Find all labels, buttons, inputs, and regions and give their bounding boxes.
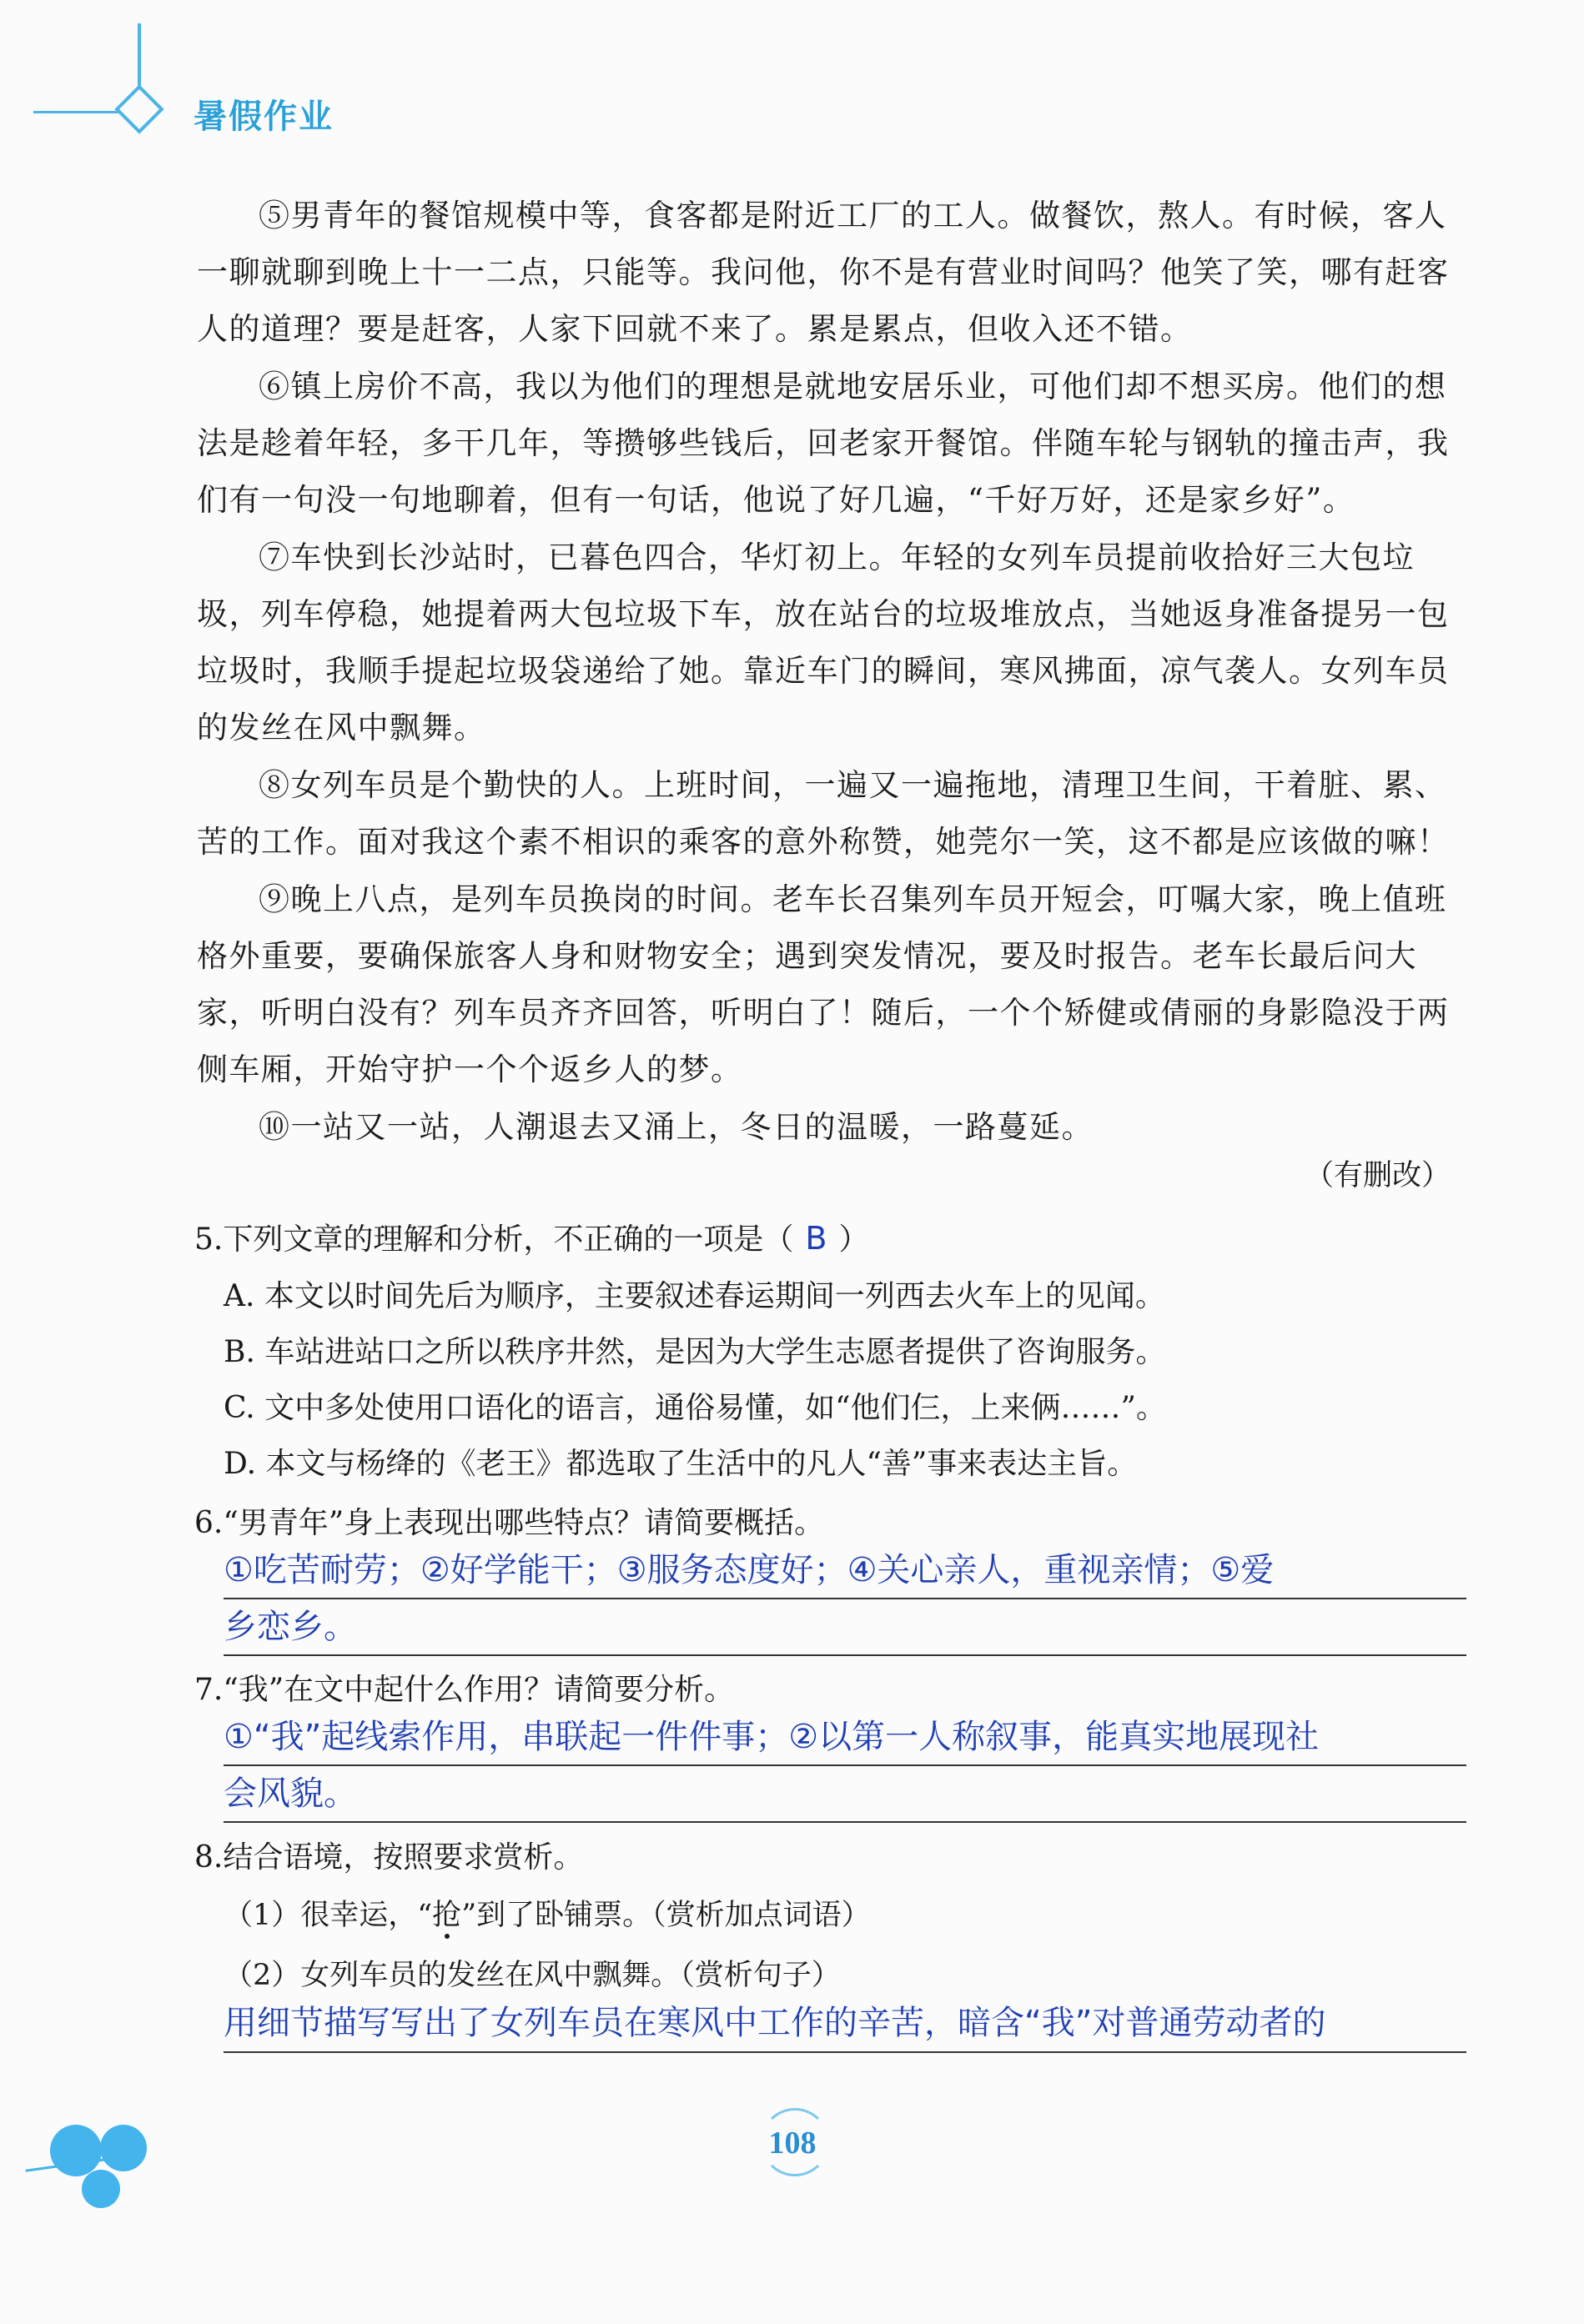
q5-stem-before: 5.下列文章的理解和分析，不正确的一项是（ bbox=[194, 1222, 794, 1257]
q5-stem-after: ） bbox=[838, 1222, 869, 1257]
passage-paragraph-9: ⑨晚上八点，是列车员换岗的时间。老车长召集列车员开短会，叮嘱大家，晚上值班格外重要，要确保旅客人身和财物安全；遇到突发情况，要及时报告。老车长最后问大家，听明白没有？列车员齐齐回答，听明白了！随后，一个个矫健或倩丽的身影隐没于两侧车厢，开始守护一个个返乡人的梦。 bbox=[197, 881, 1450, 1087]
q5-option-a: A. 本文以时间先后为顺序，主要叙述春运期间一列西去火车上的见闻。 bbox=[224, 1279, 1165, 1313]
q5-option-d: D. 本文与杨绛的《老王》都选取了生活中的凡人“善”事来表达主旨。 bbox=[224, 1447, 1138, 1481]
passage-paragraph-8: ⑧女列车员是个勤快的人。上班时间，一遍又一遍拖地，清理卫生间，干着脏、累、苦的工作。面对我这个素不相识的乘客的意外称赞，她莞尔一笑，这不都是应该做的嘛！ bbox=[197, 767, 1450, 860]
page-header-title: 暑假作业 bbox=[194, 98, 334, 136]
q8-sub-1-after: ”到了卧铺票。（赏析加点词语） bbox=[461, 1899, 871, 1932]
header-horizontal-line bbox=[33, 111, 118, 113]
bubble-icon bbox=[100, 2125, 147, 2171]
q5-answer: B bbox=[805, 1220, 827, 1257]
question-8-stem: 8.结合语境，按照要求赏析。 bbox=[194, 1840, 584, 1875]
q8-sub-1-before: （1）很幸运，“ bbox=[224, 1899, 433, 1932]
passage-paragraph-7: ⑦车快到长沙站时，已暮色四合，华灯初上。年轻的女列车员提前收拾好三大包垃圾，列车停稳，她提着两大包垃圾下车，放在站台的垃圾堆放点，当她返身准备提另一包垃圾时，我顺手提起垃圾袋递给了她。靠近车门的瞬间，寒风拂面，凉气袭人。女列车员的发丝在风中飘舞。 bbox=[197, 540, 1450, 745]
source-note: （有删改） bbox=[1304, 1159, 1451, 1192]
bubble-icon bbox=[50, 2125, 102, 2176]
question-6-stem: 6.“男青年”身上表现出哪些特点？请简要概括。 bbox=[194, 1506, 825, 1540]
q8-sub-1 bbox=[224, 1891, 871, 1940]
question-7-stem: 7.“我”在文中起什么作用？请简要分析。 bbox=[194, 1673, 735, 1707]
diamond-icon bbox=[114, 84, 163, 133]
q6-answer-rule-2 bbox=[224, 1654, 1466, 1656]
q5-option-c: C. 文中多处使用口语化的语言，通俗易懂，如“他们仨，上来俩……”。 bbox=[224, 1391, 1166, 1425]
passage-paragraph-10: ⑩一站又一站，人潮退去又涌上，冬日的温暖，一路蔓延。 bbox=[259, 1109, 1094, 1145]
q7-answer-rule-2 bbox=[224, 1821, 1466, 1823]
bubble-icon bbox=[82, 2170, 120, 2208]
q7-answer-line-1: ①“我”起线索作用，串联起一件件事；②以第一人称叙事，能真实地展现社 bbox=[224, 1718, 1320, 1756]
q7-answer-line-2: 会风貌。 bbox=[224, 1774, 357, 1813]
q8-sub-2: （2）女列车员的发丝在风中飘舞。（赏析句子） bbox=[224, 1959, 841, 1992]
question-5-stem bbox=[194, 1213, 868, 1265]
passage-paragraph-5: ⑤男青年的餐馆规模中等，食客都是附近工厂的工人。做餐饮，熬人。有时候，客人一聊就聊到晚上十一二点，只能等。我问他，你不是有营业时间吗？他笑了笑，哪有赶客人的道理？要是赶客，人家下回就不来了。累是累点，但收入还不错。 bbox=[197, 198, 1450, 347]
q8-answer-rule-1 bbox=[224, 2051, 1466, 2053]
q5-option-b: B. 车站进站口之所以秩序井然，是因为大学生志愿者提供了咨询服务。 bbox=[224, 1335, 1166, 1369]
page-number: 108 bbox=[768, 2126, 817, 2161]
q8-answer-line-1: 用细节描写写出了女列车员在寒风中工作的辛苦，暗含“我”对普通劳动者的 bbox=[224, 2004, 1326, 2042]
q8-dotted-word: 抢 bbox=[432, 1899, 462, 1932]
passage-paragraph-6: ⑥镇上房价不高，我以为他们的理想是就地安居乐业，可他们却不想买房。他们的想法是趁着年轻，多干几年，等攒够些钱后，回老家开餐馆。伴随车轮与钢轨的撞击声，我们有一句没一句地聊着，但有一句话，他说了好几遍，“千好万好，还是家乡好”。 bbox=[197, 369, 1450, 518]
q6-answer-line-1: ①吃苦耐劳；②好学能干；③服务态度好；④关心亲人，重视亲情；⑤爱 bbox=[224, 1551, 1275, 1589]
q6-answer-line-2: 乡恋乡。 bbox=[224, 1608, 357, 1646]
